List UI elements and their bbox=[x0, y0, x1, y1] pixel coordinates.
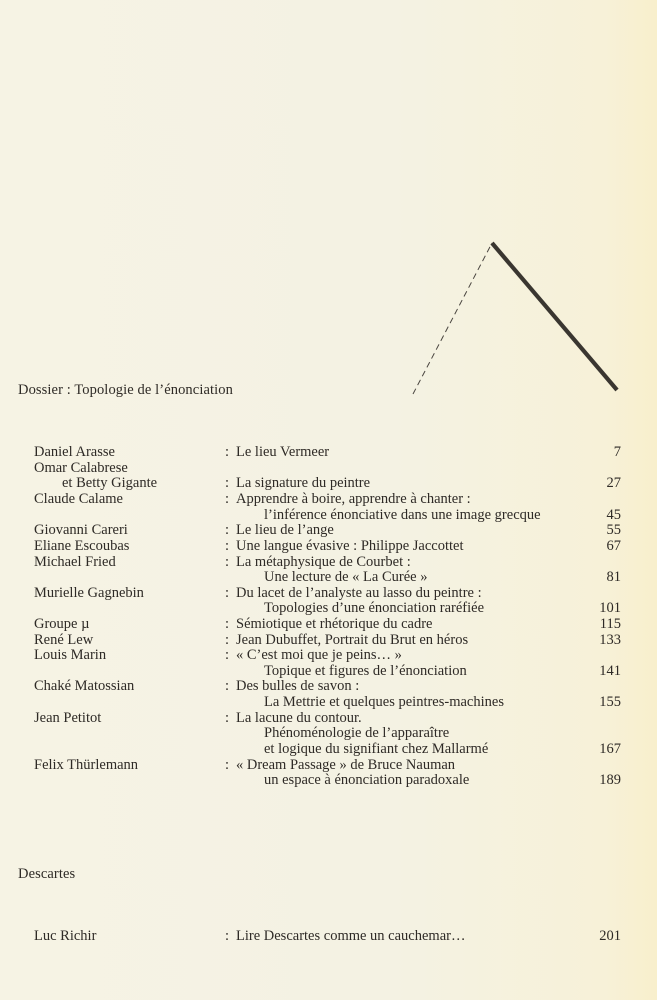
separator: : bbox=[225, 616, 230, 632]
toc-entry-cont[interactable] bbox=[0, 507, 657, 523]
article-subtitle: et logique du signifiant chez Mallarmé bbox=[264, 741, 489, 757]
dashed-line bbox=[413, 243, 492, 394]
page-number: 201 bbox=[599, 928, 621, 944]
author: Louis Marin bbox=[34, 647, 107, 663]
article-title: « Dream Passage » de Bruce Nauman bbox=[236, 757, 456, 773]
toc-entry[interactable] bbox=[0, 678, 657, 694]
article-title: La métaphysique de Courbet : bbox=[236, 554, 411, 570]
toc-entry[interactable] bbox=[0, 710, 657, 726]
toc-entry[interactable] bbox=[0, 538, 657, 554]
toc-entry[interactable] bbox=[0, 491, 657, 507]
page-number: 45 bbox=[606, 507, 621, 523]
article-title: La lacune du contour. bbox=[236, 710, 362, 726]
author: Claude Calame bbox=[34, 491, 123, 507]
article-title: Jean Dubuffet, Portrait du Brut en héros bbox=[236, 632, 469, 648]
author: Jean Petitot bbox=[34, 710, 102, 726]
author: Daniel Arasse bbox=[34, 444, 115, 460]
article-subtitle: Topique et figures de l’énonciation bbox=[264, 663, 467, 679]
separator: : bbox=[225, 554, 230, 570]
separator: : bbox=[225, 710, 230, 726]
author-cont: et Betty Gigante bbox=[62, 475, 158, 491]
article-title: Lire Descartes comme un cauchemar… bbox=[236, 928, 466, 944]
separator: : bbox=[225, 632, 230, 648]
separator: : bbox=[225, 647, 230, 663]
page-number: 81 bbox=[606, 569, 621, 585]
article-title: Apprendre à boire, apprendre à chanter : bbox=[236, 491, 471, 507]
article-subtitle: Phénoménologie de l’apparaître bbox=[264, 725, 450, 741]
separator: : bbox=[225, 444, 230, 460]
author: Chaké Matossian bbox=[34, 678, 135, 694]
toc-entry-cont[interactable] bbox=[0, 772, 657, 788]
separator: : bbox=[225, 522, 230, 538]
article-subtitle: l’inférence énonciative dans une image grecque bbox=[264, 507, 541, 523]
toc-entry-cont[interactable] bbox=[0, 663, 657, 679]
article-title: Le lieu de l’ange bbox=[236, 522, 334, 538]
article-title: Sémiotique et rhétorique du cadre bbox=[236, 616, 433, 632]
article-subtitle: Une lecture de « La Curée » bbox=[264, 569, 428, 585]
page-number: 101 bbox=[599, 600, 621, 616]
separator: : bbox=[225, 928, 230, 944]
toc-entry-cont[interactable] bbox=[0, 694, 657, 710]
article-title: « C’est moi que je peins… » bbox=[236, 647, 402, 663]
toc-entry[interactable] bbox=[0, 647, 657, 663]
article-title: La signature du peintre bbox=[236, 475, 371, 491]
toc-entry-cont[interactable] bbox=[0, 475, 657, 491]
separator: : bbox=[225, 475, 230, 491]
toc-entry[interactable] bbox=[0, 554, 657, 570]
toc-entry[interactable] bbox=[0, 585, 657, 601]
page-number: 141 bbox=[599, 663, 621, 679]
article-title: Le lieu Vermeer bbox=[236, 444, 330, 460]
toc-entry[interactable] bbox=[0, 928, 657, 944]
article-title: Des bulles de savon : bbox=[236, 678, 360, 694]
separator: : bbox=[225, 538, 230, 554]
toc-entry-cont[interactable] bbox=[0, 741, 657, 757]
separator: : bbox=[225, 757, 230, 773]
author: Giovanni Careri bbox=[34, 522, 128, 538]
page-number: 133 bbox=[599, 632, 621, 648]
page-number: 7 bbox=[613, 444, 621, 460]
section-title-dossier: Dossier : Topologie de l’énonciation bbox=[18, 382, 233, 398]
article-title: Une langue évasive : Philippe Jaccottet bbox=[236, 538, 464, 554]
toc-entry[interactable] bbox=[0, 757, 657, 773]
author: René Lew bbox=[34, 632, 94, 648]
article-subtitle: Topologies d’une énonciation raréfiée bbox=[264, 600, 485, 616]
toc-entry[interactable] bbox=[0, 632, 657, 648]
page-number: 155 bbox=[599, 694, 621, 710]
toc-entry[interactable] bbox=[0, 522, 657, 538]
page-number: 115 bbox=[599, 616, 621, 632]
separator: : bbox=[225, 585, 230, 601]
toc-entry-cont[interactable] bbox=[0, 569, 657, 585]
author: Michael Fried bbox=[34, 554, 116, 570]
page-number: 67 bbox=[606, 538, 621, 554]
toc-entry-cont[interactable] bbox=[0, 725, 657, 741]
author: Felix Thürlemann bbox=[34, 757, 139, 773]
separator: : bbox=[225, 678, 230, 694]
article-title: Du lacet de l’analyste au lasso du peintre : bbox=[236, 585, 482, 601]
toc-entry[interactable] bbox=[0, 460, 657, 476]
page-number: 55 bbox=[606, 522, 621, 538]
toc-entry[interactable] bbox=[0, 616, 657, 632]
author: Murielle Gagnebin bbox=[34, 585, 144, 601]
separator: : bbox=[225, 491, 230, 507]
author: Omar Calabrese bbox=[34, 460, 128, 476]
section-title-descartes: Descartes bbox=[18, 866, 76, 882]
author: Eliane Escoubas bbox=[34, 538, 130, 554]
page-number: 27 bbox=[606, 475, 621, 491]
toc-entry-cont[interactable] bbox=[0, 600, 657, 616]
page-number: 167 bbox=[599, 741, 621, 757]
solid-line bbox=[492, 243, 617, 390]
article-subtitle: un espace à énonciation paradoxale bbox=[264, 772, 470, 788]
author: Groupe µ bbox=[34, 616, 90, 632]
author: Luc Richir bbox=[34, 928, 97, 944]
page-number: 189 bbox=[599, 772, 621, 788]
article-subtitle: La Mettrie et quelques peintres-machines bbox=[264, 694, 504, 710]
toc-entry[interactable] bbox=[0, 444, 657, 460]
